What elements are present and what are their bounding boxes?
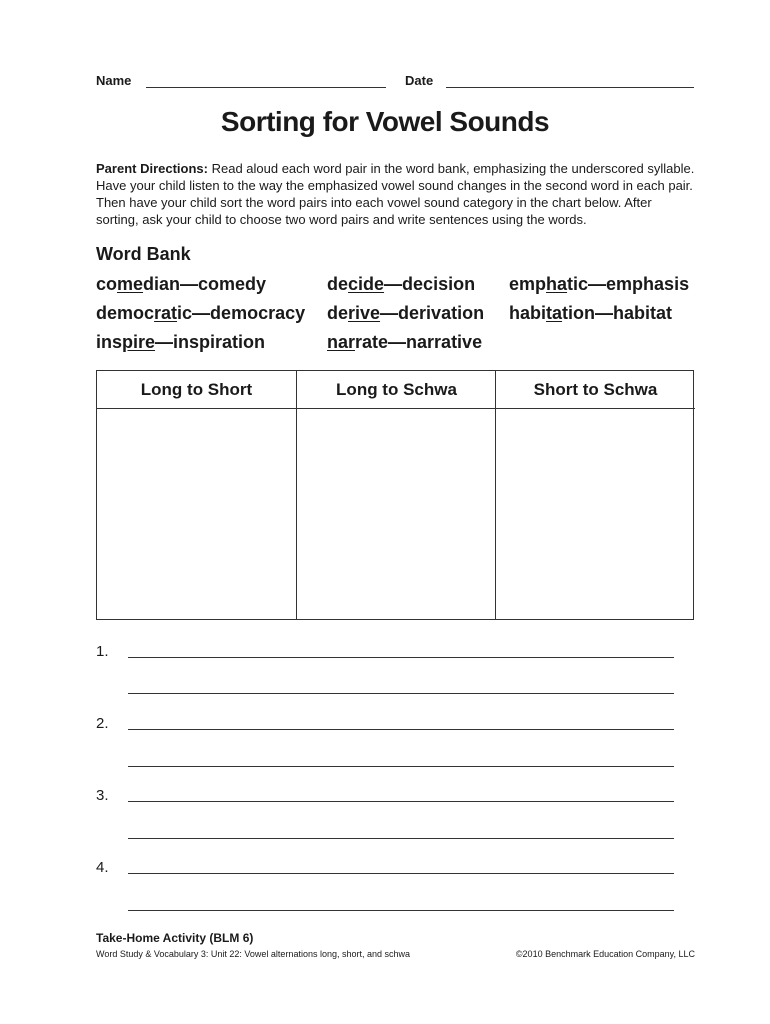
name-label: Name	[96, 73, 132, 88]
directions-label: Parent Directions:	[96, 161, 208, 176]
date-field[interactable]	[446, 87, 694, 88]
footer-title: Take-Home Activity (BLM 6)	[96, 931, 254, 945]
sentence-line[interactable]	[128, 766, 674, 767]
parent-directions	[96, 160, 696, 228]
sentence-line[interactable]	[128, 801, 674, 802]
word-pair: derive—derivation	[327, 303, 485, 323]
sentence-line[interactable]	[128, 693, 674, 694]
word-pair: narrate—narrative	[327, 332, 483, 352]
page-title: Sorting for Vowel Sounds	[220, 106, 550, 137]
date-label: Date	[405, 73, 434, 88]
sentence-number: 1.	[96, 643, 109, 660]
sentence-line[interactable]	[128, 657, 674, 658]
column-short-to-schwa[interactable]	[495, 371, 695, 619]
column-header: Long to Schwa	[297, 371, 496, 409]
word-pair: decide—decision	[327, 274, 476, 294]
footer-subtitle: Word Study & Vocabulary 3: Unit 22: Vowel alternations long, short, and schwa	[96, 949, 411, 959]
sentence-number: 2.	[96, 715, 109, 732]
column-long-to-schwa[interactable]	[296, 371, 496, 619]
sentence-line[interactable]	[128, 838, 674, 839]
word-pair: emphatic—emphasis	[509, 274, 690, 294]
column-header: Long to Short	[97, 371, 296, 409]
word-pair: comedian—comedy	[96, 274, 267, 294]
column-header: Short to Schwa	[496, 371, 695, 409]
footer-copyright: ©2010 Benchmark Education Company, LLC	[515, 949, 695, 959]
sorting-chart	[96, 370, 694, 620]
word-pair: habitation—habitat	[509, 303, 673, 323]
sentence-number: 4.	[96, 859, 109, 876]
column-long-to-short[interactable]	[97, 371, 296, 619]
word-bank-heading: Word Bank	[96, 244, 191, 264]
sentence-number: 3.	[96, 787, 109, 804]
word-pair: democratic—democracy	[96, 303, 306, 323]
name-field[interactable]	[146, 87, 386, 88]
sentence-line[interactable]	[128, 910, 674, 911]
sentence-line[interactable]	[128, 873, 674, 874]
sentence-line[interactable]	[128, 729, 674, 730]
directions-text: Read aloud each word pair in the word bank, emphasizing the underscored syllable. Have your child listen to the way the emphasized vowel sound changes in the second word in each pair. Then have your child sort the word pairs into each vowel sound category in the chart below. After sorting, ask your child to choose two word pairs and write sentences using the words.	[96, 161, 695, 227]
word-pair: inspire—inspiration	[96, 332, 266, 352]
